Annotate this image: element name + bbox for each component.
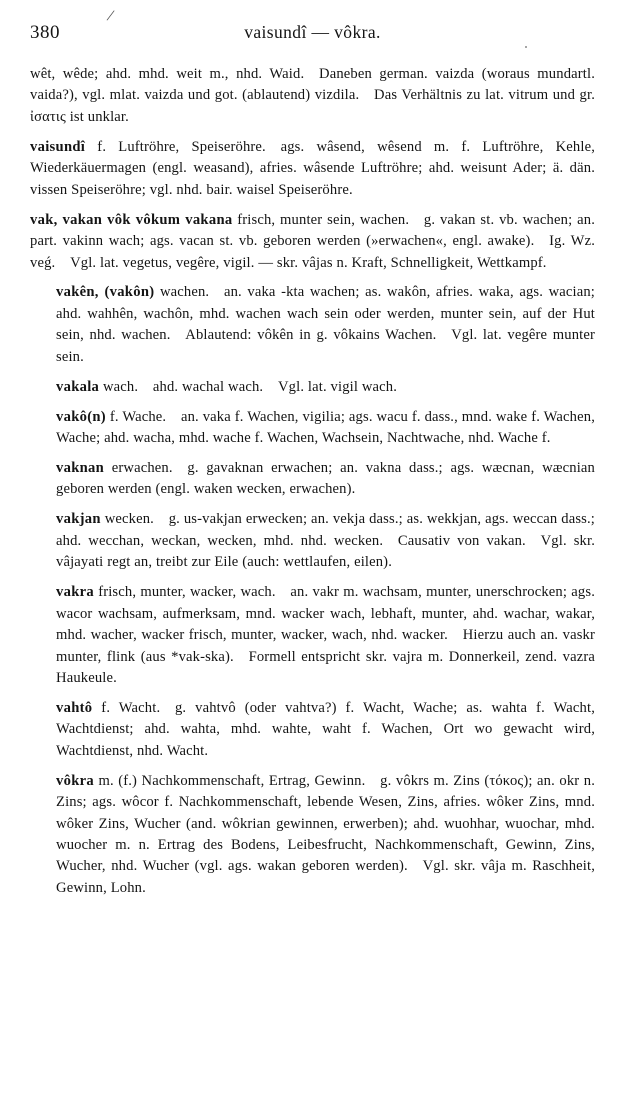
entry-vaisundi <box>30 137 595 201</box>
headword: vak, vakan vôk vôkum vakana <box>30 211 233 228</box>
entry-vaken <box>30 282 595 368</box>
entry-text: wêt, wêde; ahd. mhd. weit m., nhd. Waid. Daneben german. vaizda (woraus mundartl. vaida?), vgl. mlat. vaizda und got. (ablautend) vizdila. Das Verhältnis zu lat. vitrum und gr. ἰσατις ist unklar. <box>30 66 595 125</box>
entry-text: erwachen. g. gavaknan erwachen; an. vakna dass.; ags. wæcnan, wæcnian geboren werden (engl. waken wecken, erwachen). <box>56 460 595 498</box>
entry-vakon <box>30 407 595 450</box>
entry-text: f. Wacht. g. vahtvô (oder vahtva?) f. Wacht, Wache; as. wahta f. Wacht, Wachtdienst; ahd. wahta, mhd. wahte, waht f. Wachen, Ort wo gewacht wird, Wachtdienst, nhd. Wacht. <box>56 699 595 759</box>
headword: vaisundî <box>30 138 86 155</box>
page-body <box>30 64 595 899</box>
headword: vakên, (vakôn) <box>56 284 155 301</box>
headword: vakô(n) <box>56 408 106 425</box>
headword: vôkra <box>56 772 94 789</box>
entry-text: frisch, munter, wacker, wach. an. vakr m. wachsam, munter, unerschrocken; ags. wacor wachsam, aufmerksam, mnd. wacker wach, lebhaft, munter, ahd. wachar, wakar, mhd. wacher, wacker frisch, munter, wacker, wach, nhd. wacker. Hierzu auch an. vaskr munter, flink (aus *vak-ska). Formell entspricht skr. vajra m. Donnerkeil, zend. vazra Haukeule. <box>56 584 595 686</box>
running-head: vaisundî — vôkra. <box>244 22 381 42</box>
headword: vakjan <box>56 511 101 528</box>
pen-stroke-mark: / <box>105 5 116 26</box>
headword: vakala <box>56 378 100 395</box>
entry-vakjan <box>30 509 595 573</box>
entry-text: wecken. g. us-vakjan erwecken; an. vekja dass.; as. wekkjan, ags. weccan dass.; ahd. wecchan, weckan, wecken, mhd. nhd. wecken. Causativ von vakan. Vgl. skr. vâjayati regt an, treibt zur Eile (auch: wettlaufen, eilen). <box>56 511 595 571</box>
entry-text: frisch, munter sein, wachen. g. vakan st. vb. wachen; an. part. vakinn wach; ags. vacan st. vb. geboren werden (»erwachen«, engl. awake). Ig. Wz. veǵ. Vgl. lat. vegetus, vegêre, vigil. — skr. vâjas n. Kraft, Schnelligkeit, Wettkampf. <box>30 211 595 271</box>
headword: vaknan <box>56 460 105 476</box>
headword: vakra <box>56 584 94 601</box>
page-number: 380 <box>30 22 60 43</box>
entry-text: m. (f.) Nachkommenschaft, Ertrag, Gewinn. g. vôkrs m. Zins (τόκος); an. okr n. Zins; ags. wôcor f. Nachkommenschaft, lebende Wesen, Zins, afries. wôker Zins, mnd. wôker Zins, Wucher (and. wôkrian gewinnen, erwerben); ahd. wuohhar, wuochar, mhd. wuocher m. n. Ertrag des Bodens, Leibesfrucht, Nachkommenschaft, Gewinn, Zins, Wucher, nhd. Wucher (vgl. ags. wakan geboren werden). Vgl. skr. vâja m. Raschheit, Gewinn, Lohn. <box>56 772 595 896</box>
entry-text: f. Wache. an. vaka f. Wachen, vigilia; ags. wacu f. dass., mnd. wake f. Wachen, Wache; ahd. wacha, mhd. wache f. Wachen, Wachsein, Nachtwache, nhd. Wache f. <box>56 408 595 447</box>
entry-wet <box>30 64 595 128</box>
entry-vak <box>30 210 595 274</box>
paper-speck <box>525 46 527 48</box>
headword: vahtô <box>56 699 93 716</box>
entry-vahto <box>30 698 595 762</box>
entry-vokra <box>30 771 595 900</box>
entry-vakra <box>30 582 595 689</box>
entry-text: f. Luftröhre, Speiseröhre. ags. wâsend, wêsend m. f. Luftröhre, Kehle, Wiederkäuermagen (engl. weasand), afries. wâsende Luftröhre; ahd. weisunt Ader; ä. dän. vissen Speiseröhre; vgl. nhd. bair. waisel Speiseröhre. <box>30 138 595 198</box>
entry-vakala <box>30 377 595 398</box>
entry-text: wach. ahd. wachal wach. Vgl. lat. vigil wach. <box>99 378 398 395</box>
entry-vaknan <box>30 458 595 501</box>
entry-text: wachen. an. vaka -kta wachen; as. wakôn, afries. waka, ags. wacian; ahd. wahhên, wachôn, mhd. wachen wach sein oder werden, munter sein, auf der Hut sein, nhd. wachen. Ablautend: vôkên in g. vôkains Wachen. Vgl. lat. vegêre munter sein. <box>56 284 595 365</box>
page-header <box>30 5 595 56</box>
